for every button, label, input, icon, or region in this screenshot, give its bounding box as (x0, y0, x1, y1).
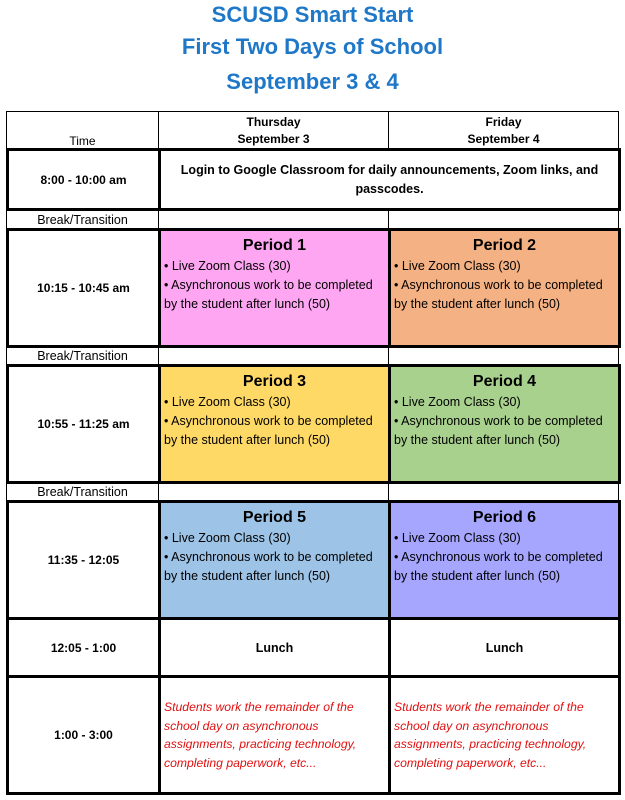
title-line-1: SCUSD Smart Start (211, 2, 414, 27)
period-5-bullet-2: • Asynchronous work to be completed by the student after lunch (50) (164, 550, 373, 583)
period-1-bullet-1: • Live Zoom Class (30) (164, 259, 291, 273)
period-2-bullet-2: • Asynchronous work to be completed by the student after lunch (50) (394, 278, 603, 311)
break-empty-cell (158, 346, 389, 366)
break-label-3: Break/Transition (6, 482, 159, 502)
period-2-cell (388, 228, 621, 348)
period-4-cell (388, 364, 621, 484)
period-1-title: Period 1 (242, 237, 307, 254)
period-6-bullet-2: • Asynchronous work to be completed by the student after lunch (50) (394, 550, 603, 583)
thursday-header-cell (158, 111, 389, 150)
break-label-1: Break/Transition (6, 210, 159, 230)
block-2-time: 10:55 - 11:25 am (6, 364, 161, 484)
break-label-2: Break/Transition (6, 346, 159, 366)
period-4-bullet-1: • Live Zoom Class (30) (394, 395, 521, 409)
period-1-cell (158, 228, 391, 348)
title-line-3: September 3 & 4 (226, 69, 399, 94)
friday-header-cell (388, 111, 619, 150)
period-6-title: Period 6 (472, 509, 537, 526)
block-3-time: 11:35 - 12:05 (6, 500, 161, 620)
thursday-date: September 3 (237, 131, 310, 146)
login-instructions: Login to Google Classroom for daily announcements, Zoom links, and passcodes. (158, 148, 621, 211)
afternoon-thursday-cell (158, 675, 391, 795)
break-empty-cell (158, 210, 389, 230)
lunch-thursday: Lunch (158, 617, 391, 678)
thursday-label: Thursday (246, 114, 301, 129)
afternoon-thursday-text: Students work the remainder of the school day on asynchronous assignments, practicing technology, completing paperwork, etc... (164, 700, 357, 770)
break-empty-cell (388, 482, 619, 502)
period-3-bullet-1: • Live Zoom Class (30) (164, 395, 291, 409)
lunch-time: 12:05 - 1:00 (6, 617, 161, 678)
period-5-cell (158, 500, 391, 620)
period-5-title: Period 5 (242, 509, 307, 526)
period-6-cell (388, 500, 621, 620)
afternoon-friday-cell (388, 675, 621, 795)
break-empty-cell (158, 482, 389, 502)
period-3-title: Period 3 (242, 373, 307, 390)
afternoon-time: 1:00 - 3:00 (6, 675, 161, 795)
lunch-friday: Lunch (388, 617, 621, 678)
period-1-bullet-2: • Asynchronous work to be completed by the student after lunch (50) (164, 278, 373, 311)
period-6-bullet-1: • Live Zoom Class (30) (394, 531, 521, 545)
period-4-title: Period 4 (472, 373, 537, 390)
block-1-time: 10:15 - 10:45 am (6, 228, 161, 348)
time-header-cell (6, 111, 159, 150)
period-2-title: Period 2 (472, 237, 537, 254)
time-header: Time (69, 134, 96, 148)
break-empty-cell (388, 346, 619, 366)
friday-label: Friday (485, 114, 522, 129)
period-4-bullet-2: • Asynchronous work to be completed by the student after lunch (50) (394, 414, 603, 447)
period-5-bullet-1: • Live Zoom Class (30) (164, 531, 291, 545)
afternoon-friday-text: Students work the remainder of the school day on asynchronous assignments, practicing technology, completing paperwork, etc... (394, 700, 587, 770)
friday-date: September 4 (467, 131, 540, 146)
title-line-2: First Two Days of School (181, 34, 444, 59)
period-3-cell (158, 364, 391, 484)
login-time: 8:00 - 10:00 am (6, 148, 161, 211)
period-2-bullet-1: • Live Zoom Class (30) (394, 259, 521, 273)
period-3-bullet-2: • Asynchronous work to be completed by the student after lunch (50) (164, 414, 373, 447)
break-empty-cell (388, 210, 619, 230)
